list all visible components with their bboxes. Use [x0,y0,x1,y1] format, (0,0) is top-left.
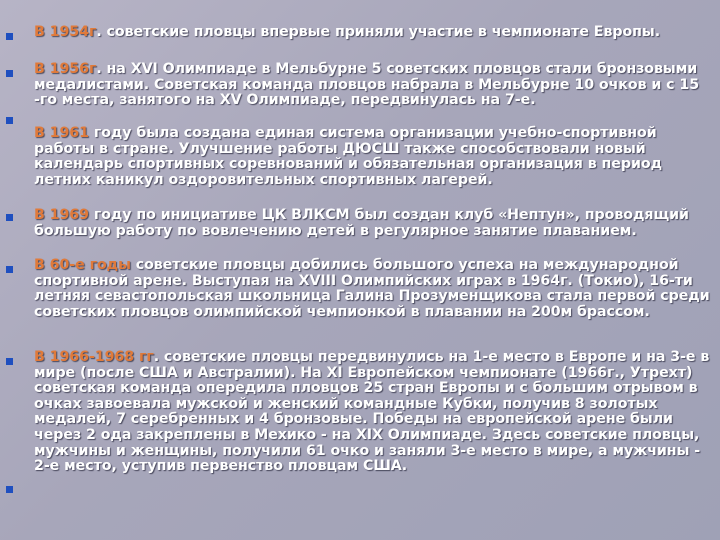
bullet-icon [6,117,13,124]
paragraph-60s [34,258,714,320]
bullet-icon [6,70,13,77]
paragraph-text: . советские пловцы передвинулись на 1-е место в Европе и на 3-е в мире (после США и Австралии). На XI Европейском чемпионате (1966г., Утрехт) советская команда опередила пловцов 25 стран Европы и с большим отрывом в очках завоевала мужской и женский командные Кубки, получив 8 золотых медалей, 7 серебренных и 4 бронзовые. Победы на европейской арене были через 2 ода закреплены в Мехико - на XIX Олимпиаде. Здесь советские пловцы, мужчины и женщины, получили 61 очко и заняли 3-е место в мире, а мужчины - 2-е место, уступив первенство пловцам США. [34,349,710,475]
paragraph-text: . на XVI Олимпиаде в Мельбурне 5 советских пловцов стали бронзовыми медалистами. Советская команда пловцов набрала в Мельбурне 10 очков и с 15 -го места, занятого на XV Олимпиаде, передвинулась на 7-е. [34,61,700,109]
paragraph-text: году была создана единая система организации учебно-спортивной работы в стране. Улучшение работы ДЮСШ также способствовали новый календарь спортивных соревнований и обязательная организация в период летних каникул оздоровительных спортивных лагерей. [34,125,662,188]
paragraph-text: году по инициативе ЦК ВЛКСМ был создан клуб «Нептун», проводящий большую работу по вовлечению детей в регулярное занятие плаванием. [34,207,689,239]
year-highlight: В 1956г [34,61,97,77]
bullet-icon [6,33,13,40]
paragraph-1961 [34,126,714,188]
paragraph-text: . советские пловцы впервые приняли участие в чемпионате Европы. [96,24,661,40]
year-highlight: В 1961 [34,125,89,141]
bullet-icon [6,214,13,221]
paragraph-1969 [34,208,714,239]
paragraph-1954 [34,25,714,41]
year-highlight: В 1954г [34,24,97,40]
bullet-icon [6,358,13,365]
paragraph-1966-1968 [34,350,714,475]
bullet-icon [6,266,13,273]
paragraph-text: советские пловцы добились большого успеха на международной спортивной арене. Выступая на XVIII Олимпийских играх в 1964г. (Токио), 16-ти летняя севастопольская школьница Галина Прозуменщикова стала первой среди советских пловцов олимпийской чемпионкой в плавании на 200м брассом. [34,257,710,320]
year-highlight: В 1969 [34,207,89,223]
year-highlight: В 1966-1968 гг [34,349,154,365]
bullet-icon [6,486,13,493]
paragraph-1956 [34,62,714,109]
year-highlight: В 60-е годы [34,257,131,273]
